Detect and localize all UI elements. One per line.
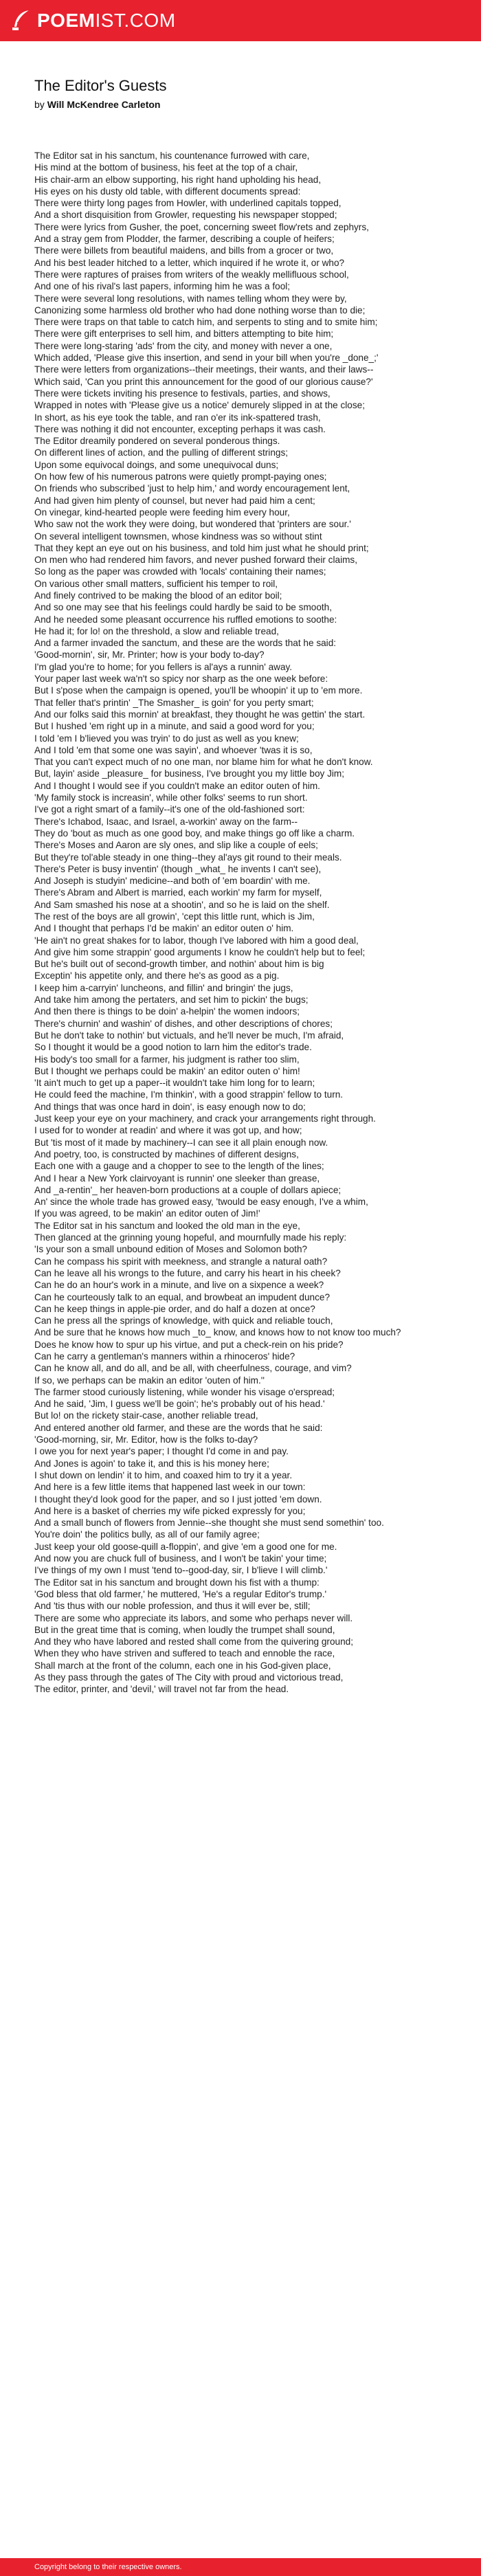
poem-line: The Editor sat in his sanctum and looked the old man in the eye, (34, 1220, 300, 1231)
poem-line: In short, as his eye took the table, and ran o'er its ink-spattered trash, (34, 412, 321, 423)
poem-line: And be sure that he knows how much _to_ know, and knows how to not know too much? (34, 1327, 401, 1338)
poem-line: And now you are chuck full of business, and I won't be takin' your time; (34, 1553, 327, 1564)
poem-line: As they pass through the gates of The City with proud and victorious tread, (34, 1672, 344, 1683)
poem-line: And his best leader hitched to a letter, which inquired if he wrote it, or who? (34, 257, 345, 268)
poem-line: An' since the whole trade has growed easy, 'twould be easy enough, I've a whim, (34, 1197, 368, 1208)
copyright-notice: Copyright belong to their respective owners. (34, 2563, 182, 2571)
poem-line: I've got a right smart of a family--it's one of the old-fashioned sort: (34, 804, 305, 815)
poem-line: And I told 'em that some one was sayin', and whoever 'twas it is so, (34, 744, 313, 755)
poem-line: And I thought I would see if you couldn't make an editor outen of him. (34, 780, 320, 791)
feather-pen-icon (11, 9, 32, 32)
byline (34, 99, 454, 110)
poem-line: There were thirty long pages from Howler, with underlined capitals topped, (34, 198, 342, 209)
poem-line: And Sam smashed his nose at a shootin', and so he is laid on the shelf. (34, 899, 330, 910)
poem-line: That they kept an eye out on his business, and told him just what he should print; (34, 542, 369, 553)
poem-line: If so, we perhaps can be makin an editor 'outen of him.'' (34, 1375, 265, 1386)
poem-line: And he said, 'Jim, I guess we'll be goin'; he's probably out of his head.' (34, 1399, 325, 1410)
poem-line: And take him among the pertaters, and set him to pickin' the bugs; (34, 995, 309, 1006)
poem-line: He had it; for lo! on the threshold, a slow and reliable tread, (34, 625, 279, 636)
poem-line: Can he know all, and do all, and be all, with cheerfulness, courage, and vim? (34, 1363, 352, 1374)
poem-line: But I hushed 'em right up in a minute, and said a good word for you; (34, 721, 315, 732)
poem-line: There were long-staring 'ads' from the city, and money with never a one, (34, 340, 333, 351)
poem-line: There's Peter is busy inventin' (though _what_ he invents I can't see), (34, 863, 322, 874)
poem-line: On friends who subscribed 'just to help him,' and wordy encouragement lent, (34, 483, 350, 494)
poem-line: And a farmer invaded the sanctum, and these are the words that he said: (34, 638, 337, 649)
poem-line: Just keep your old goose-quill a-floppin', and give 'em a good one for me. (34, 1541, 337, 1552)
poem-line: And poetry, too, is constructed by machines of different designs, (34, 1148, 299, 1159)
poem-line: But he's built out of second-growth timber, and nothin' about him is big (34, 959, 324, 970)
poem-line: There were billets from beautiful maidens, and bills from a grocer or two, (34, 245, 334, 256)
poem-title: The Editor's Guests (34, 77, 167, 94)
poem-line: And he needed some pleasant occurrence his ruffled emotions to soothe: (34, 614, 337, 625)
poem-line: So long as the paper was crowded with 'locals' containing their names; (34, 566, 326, 577)
poem-line: Upon some equivocal doings, and some unequivocal duns; (34, 459, 279, 470)
poem-line: That you can't expect much of no one man, nor blame him for what he don't know. (34, 757, 373, 768)
poem-line: There were several long resolutions, with names telling whom they were by, (34, 293, 347, 304)
poem-line: On men who had rendered him favors, and never pushed forward their claims, (34, 555, 357, 566)
poem-line: There were gift enterprises to sell him, and bitters attempting to bite him; (34, 329, 334, 340)
poem-line: Can he keep things in apple-pie order, and do half a dozen at once? (34, 1303, 315, 1314)
poem-line: Which added, 'Please give this insertion, and send in your bill when you're _done_;' (34, 353, 379, 364)
poem-line: They do 'bout as much as one good boy, and make things go off like a charm. (34, 828, 355, 839)
poem-line: Wrapped in notes with 'Please give us a notice' demurely slipped in at the close; (34, 400, 365, 411)
logo-text-strong: POEM (37, 10, 96, 31)
poem-line: Your paper last week wa'n't so spicy nor sharp as the one week before: (34, 674, 328, 685)
poem-line: But I s'pose when the campaign is opened, you'll be whoopin' it up to 'em more. (34, 685, 363, 696)
logo-text-light: IST.COM (95, 10, 176, 31)
poem-line: Each one with a gauge and a chopper to see to the length of the lines; (34, 1161, 324, 1172)
poem-line: The farmer stood curiously listening, while wonder his visage o'erspread; (34, 1386, 335, 1397)
poem-line: And Jones is agoin' to take it, and this is his money here; (34, 1458, 269, 1469)
poem-line: Can he compass his spirit with meekness, and strangle a natural oath? (34, 1256, 328, 1267)
poem-line: And our folks said this mornin' at breakfast, they thought he was gettin' the start. (34, 709, 366, 720)
poem-line: But, layin' aside _pleasure_ for business, I've brought you my little boy Jim; (34, 768, 344, 779)
poem-line: If you was agreed, to be makin' an editor outen of Jim!' (34, 1208, 260, 1219)
site-header (0, 0, 481, 41)
site-logo[interactable] (11, 9, 176, 32)
poem-line: And things that was once hard in doin', is easy enough now to do; (34, 1101, 306, 1112)
poem-line: Can he do an hour's work in a minute, and live on a sixpence a week? (34, 1280, 324, 1291)
poem-line: There's Moses and Aaron are sly ones, and slip like a couple of eels; (34, 840, 318, 851)
poem-line: He could feed the machine, I'm thinkin', with a good strappin' fellow to turn. (34, 1089, 344, 1100)
site-footer (0, 2558, 481, 2576)
poem-line: And a small bunch of flowers from Jennie--she thought she must send somethin' too. (34, 1518, 384, 1529)
poem-line: And finely contrived to be making the blood of an editor boil; (34, 590, 282, 601)
poem-line: Which said, 'Can you print this announcement for the good of our glorious cause?' (34, 376, 373, 387)
poem-line: And give him some strappin' good arguments I know he couldn't help but to feel; (34, 946, 366, 957)
poem-line: Does he know how to spur up his virtue, and put a check-rein on his pride? (34, 1339, 344, 1350)
poem-line: And they who have labored and rested shall come from the quivering ground; (34, 1636, 353, 1647)
poem-line: But 'tis most of it made by machinery--I can see it all plain enough now. (34, 1137, 328, 1148)
poem-line: I'm glad you're to home; for you fellers is al'ays a runnin' away. (34, 661, 293, 672)
poem-line: Who saw not the work they were doing, but wondered that 'printers are sour.' (34, 519, 351, 530)
poem-line: And so one may see that his feelings could hardly be said to be smooth, (34, 602, 332, 613)
poem-line: 'Good-morning, sir, Mr. Editor, how is the folks to-day? (34, 1434, 258, 1445)
poem-line: I owe you for next year's paper; I thought I'd come in and pay. (34, 1446, 289, 1457)
poem-line: 'It ain't much to get up a paper--it wouldn't take him long for to learn; (34, 1078, 315, 1089)
poem-line: And Joseph is studyin' medicine--and both of 'em boardin' with me. (34, 876, 311, 887)
poem-line: Then glanced at the grinning young hopeful, and mournfully made his reply: (34, 1232, 347, 1243)
poem-line: His eyes on his dusty old table, with different documents spread: (34, 186, 301, 197)
poem-line: And one of his rival's last papers, informing him he was a fool; (34, 281, 291, 292)
poem-line: That feller that's printin' _The Smasher_ is goin' for you perty smart; (34, 697, 314, 708)
poem-line: And had given him plenty of counsel, but never had paid him a cent; (34, 495, 315, 506)
poem-line: There were raptures of praises from writers of the weakly mellifluous school, (34, 269, 349, 280)
poem-line: There was nothing it did not encounter, excepting perhaps it was cash. (34, 423, 326, 434)
poem-line: There were traps on that table to catch him, and serpents to sting and to smite him; (34, 317, 378, 328)
poem-line: There were tickets inviting his presence to festivals, parties, and shows, (34, 388, 331, 399)
poem-line: Can he carry a gentleman's manners within a rhinoceros' hide? (34, 1351, 295, 1362)
poem-line: I've things of my own I must 'tend to--good-day, sir, I b'lieve I will climb.' (34, 1565, 328, 1576)
poem-line: There's churnin' and washin' of dishes, and other descriptions of chores; (34, 1018, 333, 1029)
poem-line: I used for to wonder at readin' and where it was got up, and how; (34, 1125, 302, 1136)
poem-line: The Editor sat in his sanctum and brought down his fist with a thump: (34, 1577, 320, 1588)
poem-body (34, 150, 454, 1696)
poem-line: Just keep your eye on your machinery, and crack your arrangements right through. (34, 1113, 376, 1124)
poem-line: The Editor dreamily pondered on several ponderous things. (34, 436, 280, 447)
poem-line: And 'tis thus with our noble profession, and thus it will ever be, still; (34, 1601, 311, 1612)
poem-line: And then there is things to be doin' a-helpin' the women indoors; (34, 1006, 300, 1017)
poem-line: 'He ain't no great shakes for to labor, though I've labored with him a good deal, (34, 935, 359, 946)
poem-line: There were letters from organizations--their meetings, their wants, and their laws-- (34, 364, 374, 375)
poem-line: Shall march at the front of the column, each one in his God-given place, (34, 1660, 331, 1671)
poem-line: The Editor sat in his sanctum, his countenance furrowed with care, (34, 151, 310, 161)
poem-line: His chair-arm an elbow supporting, his right hand upholding his head, (34, 174, 322, 185)
poem-line: On how few of his numerous patrons were quietly prompt-paying ones; (34, 471, 327, 482)
poem-line: 'My family stock is increasin', while other folks' seems to run short. (34, 792, 308, 803)
poem-line: 'God bless that old farmer,' he muttered, 'He's a regular Editor's trump.' (34, 1588, 327, 1599)
poem-line: Exceptin' his appetite only, and there he's as good as a pig. (34, 970, 280, 981)
poem-line: There's Ichabod, Isaac, and Israel, a-workin' away on the farm-- (34, 816, 298, 827)
poem-line: And here is a basket of cherries my wife picked expressly for you; (34, 1505, 306, 1516)
poem-line: The editor, printer, and 'devil,' will travel not far from the head. (34, 1684, 289, 1695)
poem-line: And entered another old farmer, and these are the words that he said: (34, 1422, 323, 1433)
poem-line: And a stray gem from Plodder, the farmer, describing a couple of heifers; (34, 234, 335, 245)
poem-line: And a short disquisition from Growler, requesting his newspaper stopped; (34, 210, 337, 221)
byline-by-label: by (34, 99, 45, 110)
poem-line: When they who have striven and suffered to teach and ennoble the race, (34, 1648, 335, 1659)
poem-line: But lo! on the rickety stair-case, another reliable tread, (34, 1410, 258, 1421)
poem-line: You're doin' the politics bully, as all of our family agree; (34, 1529, 260, 1540)
poem-line: 'Is your son a small unbound edition of Moses and Solomon both? (34, 1244, 308, 1255)
poem-line: There are some who appreciate its labors, and some who perhaps never will. (34, 1612, 353, 1623)
poem-line: 'Good-mornin', sir, Mr. Printer; how is your body to-day? (34, 649, 265, 660)
poem-line: Canonizing some harmless old brother who had done nothing worse than to die; (34, 304, 366, 315)
poem-line: On several intelligent townsmen, whose kindness was so without stint (34, 531, 322, 542)
poem-line: But he don't take to nothin' but victuals, and he'll never be much, I'm afraid, (34, 1030, 344, 1041)
poem-line: And here is a few little items that happened last week in our town: (34, 1482, 306, 1493)
poem-line: I shut down on lendin' it to him, and coaxed him to try it a year. (34, 1469, 293, 1480)
poem-line: And I hear a New York clairvoyant is runnin' one sleeker than grease, (34, 1173, 320, 1184)
poem-line: And _a-rentin'_ her heaven-born productions at a couple of dollars apiece; (34, 1184, 342, 1195)
poem-line: Can he leave all his wrongs to the future, and carry his heart in his cheek? (34, 1267, 341, 1278)
poem-line: Can he press all the springs of knowledge, with quick and reliable touch, (34, 1315, 333, 1326)
poem-line: On vinegar, kind-hearted people were feeding him every hour, (34, 507, 290, 518)
poem-line: But in the great time that is coming, when loudly the trumpet shall sound, (34, 1624, 335, 1635)
poem-line: There's Abram and Albert is married, each workin' my farm for myself, (34, 887, 322, 898)
poem-line: Can he courteously talk to an equal, and browbeat an impudent dunce? (34, 1291, 331, 1302)
poem-line: I thought they'd look good for the paper, and so I just jotted 'em down. (34, 1494, 322, 1504)
poem-line: His body's too small for a farmer, his judgment is rather too slim, (34, 1054, 300, 1065)
poem-line: There were lyrics from Gusher, the poet, concerning sweet flow'rets and zephyrs, (34, 221, 369, 232)
author-link[interactable]: Will McKendree Carleton (47, 99, 161, 110)
poem-line: I keep him a-carryin' luncheons, and fillin' and bringin' the jugs, (34, 982, 293, 993)
poem-line: The rest of the boys are all growin', 'cept this little runt, which is Jim, (34, 911, 315, 922)
poem-line: His mind at the bottom of business, his feet at the top of a chair, (34, 162, 298, 173)
poem-line: I told 'em I b'lieved you was tryin' to do just as well as you knew; (34, 733, 299, 744)
poem-line: So I thought it would be a good notion to larn him the editor's trade. (34, 1042, 312, 1053)
poem-line: But I thought we perhaps could be makin' an editor outen o' him! (34, 1065, 300, 1076)
poem-line: But they're tol'able steady in one thing--they al'ays git round to their meals. (34, 852, 342, 863)
poem-content (34, 77, 454, 1696)
poem-line: On various other small matters, sufficient his temper to roil, (34, 578, 278, 589)
poem-line: And I thought that perhaps I'd be makin' an editor outen o' him. (34, 923, 294, 934)
poem-line: On different lines of action, and the pulling of different strings; (34, 447, 289, 458)
